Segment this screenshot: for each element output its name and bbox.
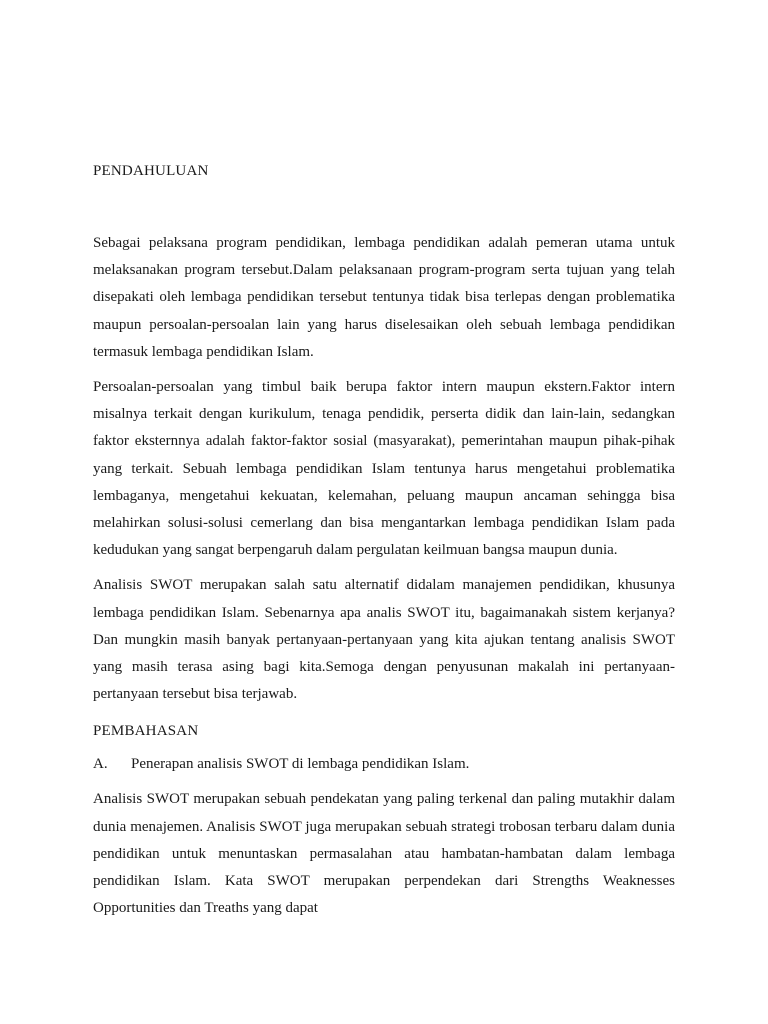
document-page — [93, 160, 675, 930]
subsection-title: Penerapan analisis SWOT di lembaga pendidikan Islam. — [131, 756, 470, 773]
paragraph-1: Sebagai pelaksana program pendidikan, lembaga pendidikan adalah pemeran utama untuk melaksanakan program tersebut.Dalam pelaksanaan program-program serta tujuan yang telah disepakati oleh lembaga pendidikan tersebut tentunya tidak bisa terlepas dengan problematika maupun persoalan-persoalan lain yang harus diselesaikan oleh sebuah lembaga pendidikan termasuk lembaga pendidikan Islam. — [93, 235, 675, 360]
subsection-paragraph: Analisis SWOT merupakan sebuah pendekatan yang paling terkenal dan paling mutakhir dalam dunia menajemen. Analisis SWOT juga merupakan sebuah strategi trobosan terbaru dalam dunia pendidikan untuk menuntaskan permasalahan atau hambatan-hambatan dalam lembaga pendidikan Islam. Kata SWOT merupakan perpendekan dari Strengths Weaknesses Opportunities dan Treaths yang dapat — [93, 791, 675, 917]
intro-heading: PENDAHULUAN — [93, 163, 209, 179]
paragraph-3: Analisis SWOT merupakan salah satu alternatif didalam manajemen pendidikan, khusunya lembaga pendidikan Islam. Sebenarnya apa analis SWOT itu, bagaimanakah sistem kerjanya? Dan mungkin masih banyak pertanyaan-pertanyaan yang kita ajukan tentang analisis SWOT yang masih terasa asing bagi kita.Semoga dengan penyusunan makalah ini pertanyaan-pertanyaan tersebut bisa terjawab. — [93, 577, 675, 703]
body-heading: PEMBAHASAN — [93, 723, 199, 740]
subsection-marker: A. — [93, 756, 108, 773]
paragraph-2: Persoalan-persoalan yang timbul baik berupa faktor intern maupun ekstern.Faktor intern misalnya terkait dengan kurikulum, tenaga pendidik, perserta didik dan lain-lain, sedangkan faktor eksternnya adalah faktor-faktor sosial (masyarakat), pemerintahan maupun pihak-pihak yang terkait. Sebuah lembaga pendidikan Islam tentunya harus mengetahui problematika lembaganya, mengetahui kekuatan, kelemahan, peluang maupun ancaman sehingga bisa melahirkan solusi-solusi cemerlang dan bisa mengantarkan lembaga pendidikan Islam pada kedudukan yang sangat berpengaruh dalam pergulatan keilmuan bangsa maupun dunia. — [93, 379, 675, 559]
subsection-heading — [93, 752, 675, 776]
